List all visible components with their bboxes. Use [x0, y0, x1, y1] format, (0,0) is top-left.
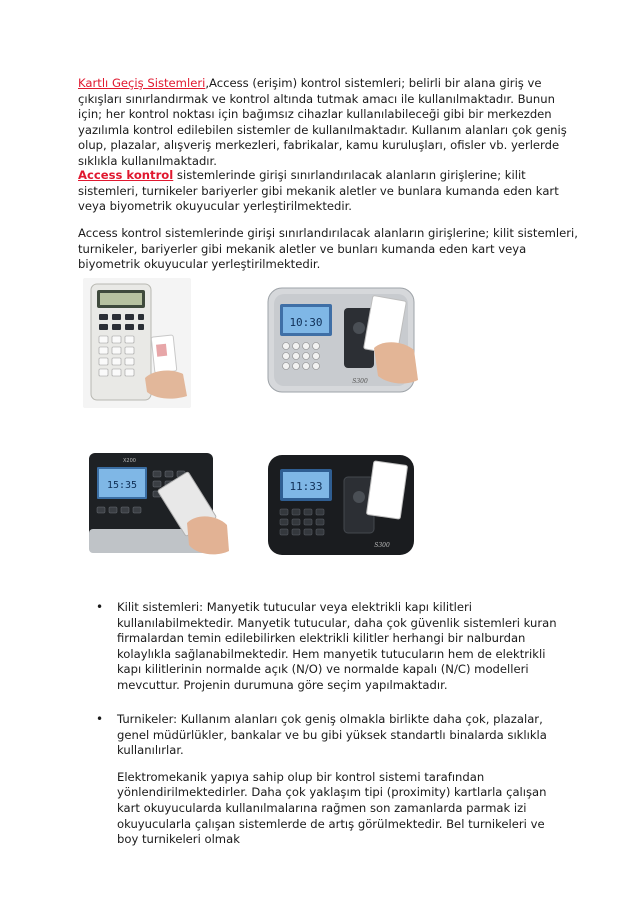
- list-item-kilit-sistemleri: [96, 600, 566, 694]
- link-access-kontrol[interactable]: Access kontrol: [78, 168, 174, 182]
- s300-silver-time: 10:30: [289, 316, 323, 329]
- bullet: •: [96, 600, 104, 614]
- list-item-kilit-text: Kilit sistemleri: Manyetik tutucular veya elektrikli kapı kilitleri kullanılabilmektedir. Manyetik tutucular, daha çok güvenlik sistemleri kuran firmalardan temin edilebilirken elektrikli kilitler herhangi bir nalburdan kolaylıkla sağlanabilmektedir. Hem manyetik tutucuların hem de elektrikli kapı kilitlerinin normalde açık (N/O) ve normalde kapalı (N/C) modelleri mevcuttur. Projenin durumuna göre seçim yapılmaktadır.: [117, 600, 557, 692]
- bullet: •: [96, 712, 104, 726]
- x200-time: 15:35: [106, 480, 138, 491]
- x200-black-illustration: [83, 447, 231, 560]
- paragraph-intro: [78, 76, 578, 170]
- s300-silver-model: S300: [352, 378, 368, 385]
- paragraph-access: [78, 168, 578, 215]
- s300-black-illustration: [262, 447, 420, 560]
- link-kartli-gecis-sistemleri[interactable]: Kartlı Geçiş Sistemleri: [78, 76, 206, 90]
- s300-black-model: S300: [374, 542, 390, 549]
- list-item-turnikeler-subparagraph: Elektromekanik yapıya sahip olup bir kontrol sistemi tarafından yönlendirilmektedirler. Daha çok yaklaşım tipi (proximity) kartlarla çalışan kart okuyucularda kullanılmalarına rağmen son zamanlarda parmak izi okuyucularla çalışan sistemlerde de artış görülmektedir. Bel turnikeleri ve boy turnikeleri olmak: [117, 769, 547, 847]
- keypad-reader-illustration: [83, 278, 191, 408]
- device-photo-x200-black: [83, 447, 231, 560]
- list-item-turnikeler: [96, 712, 566, 848]
- device-photo-s300-silver: [262, 280, 422, 400]
- device-photo-keypad-reader: [83, 278, 191, 408]
- device-photo-s300-black: [262, 447, 420, 560]
- paragraph-intro-text: ,Access (erişim) kontrol sistemleri; belirli bir alana giriş ve çıkışları sınırlandırmak ve kontrol altında tutmak amacı ile kullanılmaktadır. Bunun için; her kontrol noktası için bağımsız cihazlar kullanılabileceği gibi bir merkezden yazılımla kontrol edilebilen sistemler de kullanılmaktadır. Kullanım alanları çok geniş olup, plazalar, alışveriş merkezleri, fabrikalar, kamu kuruluşları, ofisler vb. yerlerde sıklıkla kullanılmaktadır.: [78, 76, 567, 168]
- s300-black-time: 11:33: [289, 480, 323, 493]
- paragraph-access-text: sistemlerinde girişi sınırlandırılacak alanların girişlerine; kilit sistemleri, turnikeler bariyerler gibi mekanik aletler ve bunlara kumanda eden kart veya biyometrik okuyucular yerleştirilmektedir.: [78, 168, 559, 214]
- s300-silver-illustration: [262, 280, 422, 400]
- list-item-turnikeler-text: Turnikeler: Kullanım alanları çok geniş olmakla birlikte daha çok, plazalar, genel müdürlükler, bankalar ve bu gibi yüksek standartlı binalarda sıklıkla kullanılırlar.: [117, 712, 547, 758]
- paragraph-access-repeat: Access kontrol sistemlerinde girişi sınırlandırılacak alanların girişlerine; kilit sistemleri, turnikeler, bariyerler gibi mekanik aletler ve bunları kumanda eden kart veya biyometrik okuyucular yerleştirilmektedir.: [78, 226, 578, 272]
- x200-brand: X200: [123, 458, 136, 464]
